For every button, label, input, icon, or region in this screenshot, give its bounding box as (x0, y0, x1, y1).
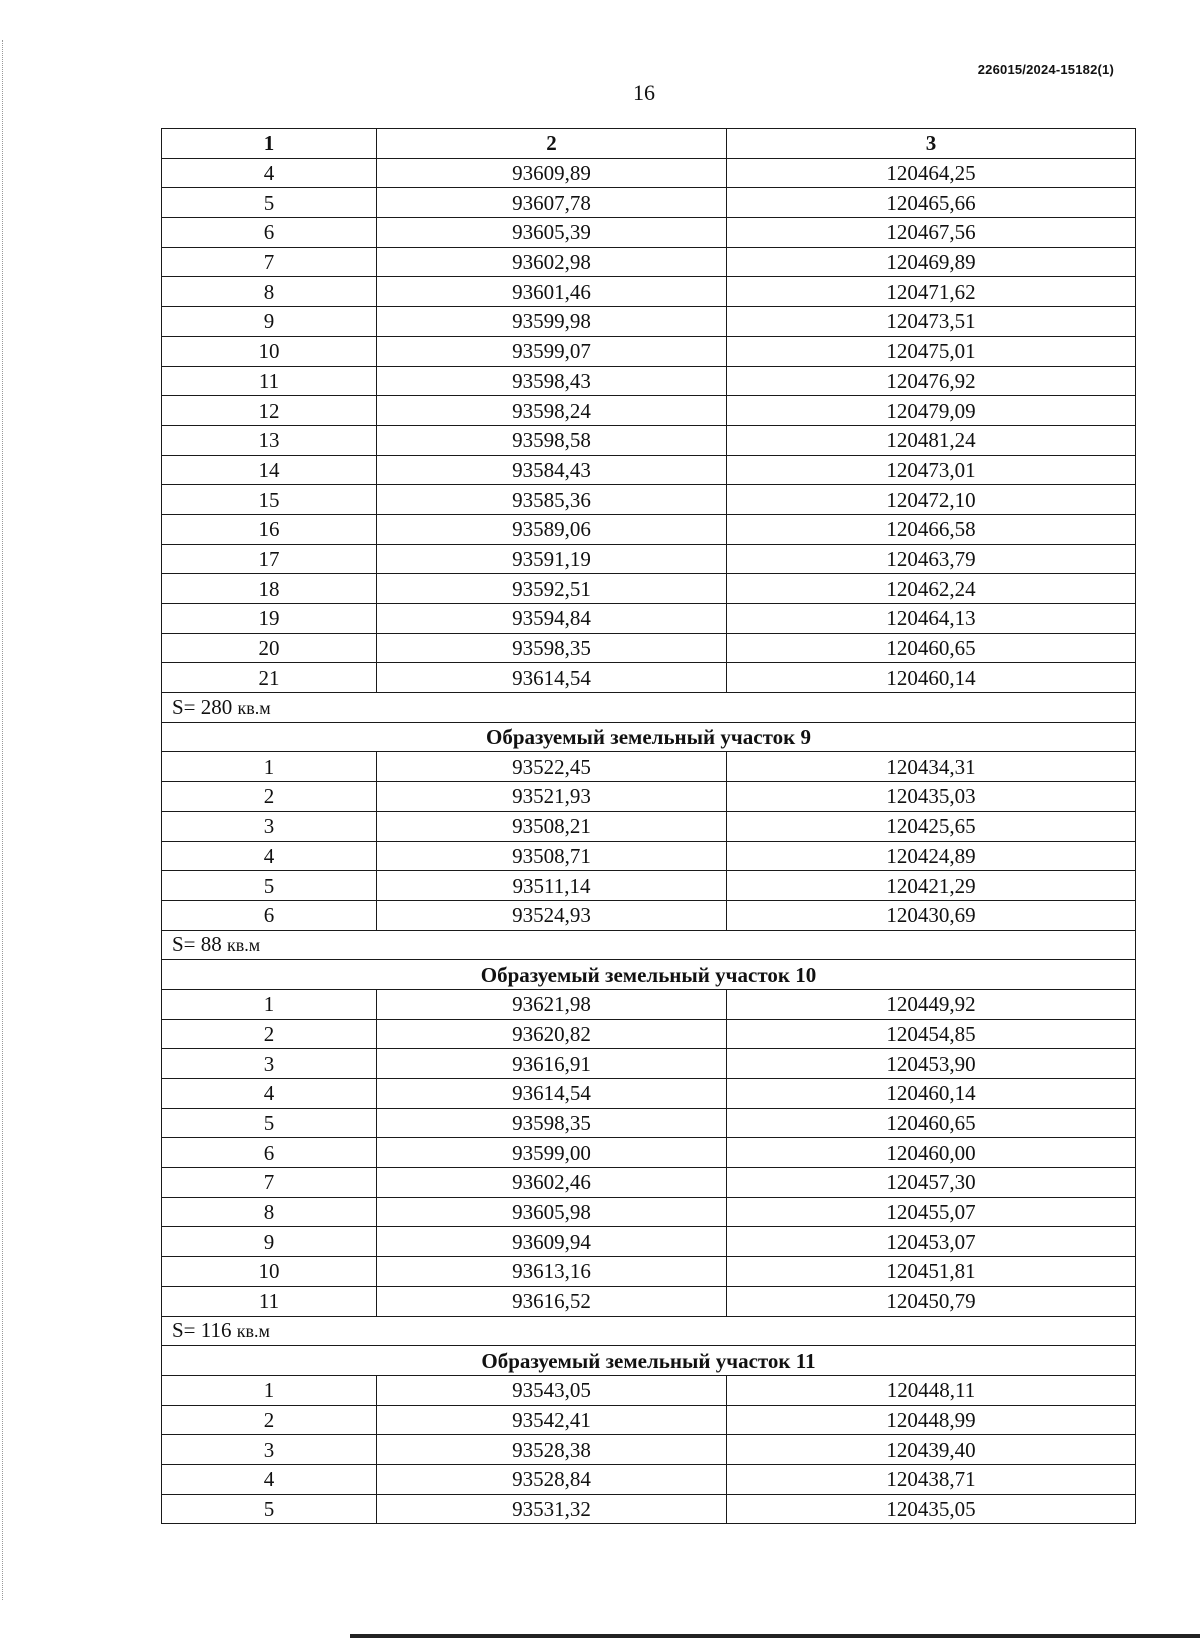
y-coordinate-cell: 120448,11 (727, 1375, 1136, 1405)
table-row (162, 1375, 1136, 1405)
table-row (162, 989, 1136, 1019)
y-coordinate-cell: 120473,51 (727, 307, 1136, 337)
point-number-cell: 7 (162, 247, 377, 277)
point-number-cell: 3 (162, 1049, 377, 1079)
x-coordinate-cell: 93584,43 (377, 455, 727, 485)
y-coordinate-cell: 120479,09 (727, 396, 1136, 426)
section-title-row (162, 722, 1136, 752)
area-unit: кв.м (227, 935, 261, 956)
y-coordinate-cell: 120471,62 (727, 277, 1136, 307)
section-title: Образуемый земельный участок 11 (162, 1346, 1136, 1376)
x-coordinate-cell: 93521,93 (377, 782, 727, 812)
x-coordinate-cell: 93616,91 (377, 1049, 727, 1079)
y-coordinate-cell: 120460,65 (727, 633, 1136, 663)
x-coordinate-cell: 93591,19 (377, 544, 727, 574)
point-number-cell: 14 (162, 455, 377, 485)
x-coordinate-cell: 93598,35 (377, 1108, 727, 1138)
table-row (162, 1257, 1136, 1287)
x-coordinate-cell: 93616,52 (377, 1286, 727, 1316)
x-coordinate-cell: 93605,98 (377, 1197, 727, 1227)
point-number-cell: 2 (162, 1019, 377, 1049)
x-coordinate-cell: 93543,05 (377, 1375, 727, 1405)
point-number-cell: 4 (162, 1464, 377, 1494)
x-coordinate-cell: 93599,07 (377, 336, 727, 366)
y-coordinate-cell: 120481,24 (727, 425, 1136, 455)
area-row (162, 693, 1136, 723)
y-coordinate-cell: 120460,65 (727, 1108, 1136, 1138)
point-number-cell: 6 (162, 900, 377, 930)
y-coordinate-cell: 120453,90 (727, 1049, 1136, 1079)
x-coordinate-cell: 93508,21 (377, 811, 727, 841)
table-row (162, 514, 1136, 544)
table-row (162, 782, 1136, 812)
point-number-cell: 8 (162, 1197, 377, 1227)
point-number-cell: 4 (162, 841, 377, 871)
point-number-cell: 5 (162, 1494, 377, 1524)
y-coordinate-cell: 120453,07 (727, 1227, 1136, 1257)
point-number-cell: 1 (162, 752, 377, 782)
x-coordinate-cell: 93599,00 (377, 1138, 727, 1168)
x-coordinate-cell: 93621,98 (377, 989, 727, 1019)
y-coordinate-cell: 120467,56 (727, 218, 1136, 248)
table-row (162, 1197, 1136, 1227)
table-row (162, 811, 1136, 841)
table-row (162, 336, 1136, 366)
x-coordinate-cell: 93528,84 (377, 1464, 727, 1494)
y-coordinate-cell: 120449,92 (727, 989, 1136, 1019)
point-number-cell: 9 (162, 1227, 377, 1257)
table-row (162, 307, 1136, 337)
area-unit: кв.м (236, 1321, 270, 1342)
point-number-cell: 1 (162, 1375, 377, 1405)
y-coordinate-cell: 120435,05 (727, 1494, 1136, 1524)
x-coordinate-cell: 93613,16 (377, 1257, 727, 1287)
x-coordinate-cell: 93511,14 (377, 871, 727, 901)
coordinates-table (161, 128, 1136, 1524)
y-coordinate-cell: 120430,69 (727, 900, 1136, 930)
y-coordinate-cell: 120463,79 (727, 544, 1136, 574)
table-row (162, 425, 1136, 455)
area-row (162, 1316, 1136, 1346)
point-number-cell: 4 (162, 158, 377, 188)
y-coordinate-cell: 120424,89 (727, 841, 1136, 871)
area-number: S= 88 (172, 932, 222, 957)
y-coordinate-cell: 120464,13 (727, 604, 1136, 634)
table-row (162, 1138, 1136, 1168)
x-coordinate-cell: 93508,71 (377, 841, 727, 871)
y-coordinate-cell: 120473,01 (727, 455, 1136, 485)
x-coordinate-cell: 93522,45 (377, 752, 727, 782)
point-number-cell: 11 (162, 366, 377, 396)
table-row (162, 247, 1136, 277)
y-coordinate-cell: 120425,65 (727, 811, 1136, 841)
page-number: 16 (633, 80, 655, 105)
point-number-cell: 10 (162, 1257, 377, 1287)
x-coordinate-cell: 93607,78 (377, 188, 727, 218)
point-number-cell: 3 (162, 811, 377, 841)
point-number-cell: 7 (162, 1168, 377, 1198)
table-row (162, 1108, 1136, 1138)
point-number-cell: 12 (162, 396, 377, 426)
x-coordinate-cell: 93620,82 (377, 1019, 727, 1049)
y-coordinate-cell: 120434,31 (727, 752, 1136, 782)
table-row (162, 218, 1136, 248)
x-coordinate-cell: 93609,94 (377, 1227, 727, 1257)
x-coordinate-cell: 93524,93 (377, 900, 727, 930)
y-coordinate-cell: 120457,30 (727, 1168, 1136, 1198)
point-number-cell: 19 (162, 604, 377, 634)
table-row (162, 396, 1136, 426)
point-number-cell: 6 (162, 1138, 377, 1168)
table-row (162, 752, 1136, 782)
y-coordinate-cell: 120469,89 (727, 247, 1136, 277)
section-title: Образуемый земельный участок 10 (162, 960, 1136, 990)
point-number-cell: 8 (162, 277, 377, 307)
x-coordinate-cell: 93598,58 (377, 425, 727, 455)
scan-bottom-edge (350, 1634, 1200, 1638)
table-row (162, 366, 1136, 396)
table-row (162, 1405, 1136, 1435)
x-coordinate-cell: 93542,41 (377, 1405, 727, 1435)
area-value (162, 1316, 1136, 1346)
x-coordinate-cell: 93609,89 (377, 158, 727, 188)
y-coordinate-cell: 120421,29 (727, 871, 1136, 901)
area-value (162, 930, 1136, 960)
y-coordinate-cell: 120460,00 (727, 1138, 1136, 1168)
table-row (162, 663, 1136, 693)
y-coordinate-cell: 120448,99 (727, 1405, 1136, 1435)
x-coordinate-cell: 93602,46 (377, 1168, 727, 1198)
x-coordinate-cell: 93598,35 (377, 633, 727, 663)
y-coordinate-cell: 120472,10 (727, 485, 1136, 515)
coordinates-table-body (162, 129, 1136, 1524)
point-number-cell: 10 (162, 336, 377, 366)
x-coordinate-cell: 93601,46 (377, 277, 727, 307)
table-row (162, 158, 1136, 188)
area-number: S= 116 (172, 1318, 232, 1343)
point-number-cell: 11 (162, 1286, 377, 1316)
section-title-row (162, 1346, 1136, 1376)
column-header-y: 3 (727, 129, 1136, 159)
point-number-cell: 1 (162, 989, 377, 1019)
y-coordinate-cell: 120450,79 (727, 1286, 1136, 1316)
scan-edge-marks (2, 40, 5, 1600)
point-number-cell: 5 (162, 188, 377, 218)
x-coordinate-cell: 93594,84 (377, 604, 727, 634)
point-number-cell: 20 (162, 633, 377, 663)
x-coordinate-cell: 93614,54 (377, 1079, 727, 1109)
point-number-cell: 16 (162, 514, 377, 544)
area-value (162, 693, 1136, 723)
y-coordinate-cell: 120460,14 (727, 663, 1136, 693)
table-row (162, 1494, 1136, 1524)
y-coordinate-cell: 120460,14 (727, 1079, 1136, 1109)
table-header-row (162, 129, 1136, 159)
column-header-x: 2 (377, 129, 727, 159)
x-coordinate-cell: 93592,51 (377, 574, 727, 604)
x-coordinate-cell: 93614,54 (377, 663, 727, 693)
table-row (162, 900, 1136, 930)
y-coordinate-cell: 120435,03 (727, 782, 1136, 812)
table-row (162, 841, 1136, 871)
table-row (162, 1168, 1136, 1198)
y-coordinate-cell: 120476,92 (727, 366, 1136, 396)
point-number-cell: 3 (162, 1435, 377, 1465)
section-title: Образуемый земельный участок 9 (162, 722, 1136, 752)
table-row (162, 1286, 1136, 1316)
x-coordinate-cell: 93528,38 (377, 1435, 727, 1465)
x-coordinate-cell: 93589,06 (377, 514, 727, 544)
table-row (162, 1079, 1136, 1109)
x-coordinate-cell: 93585,36 (377, 485, 727, 515)
x-coordinate-cell: 93531,32 (377, 1494, 727, 1524)
y-coordinate-cell: 120465,66 (727, 188, 1136, 218)
y-coordinate-cell: 120466,58 (727, 514, 1136, 544)
y-coordinate-cell: 120454,85 (727, 1019, 1136, 1049)
x-coordinate-cell: 93605,39 (377, 218, 727, 248)
table-row (162, 604, 1136, 634)
table-row (162, 574, 1136, 604)
area-unit: кв.м (237, 697, 271, 718)
table-row (162, 455, 1136, 485)
point-number-cell: 17 (162, 544, 377, 574)
point-number-cell: 18 (162, 574, 377, 604)
point-number-cell: 4 (162, 1079, 377, 1109)
x-coordinate-cell: 93602,98 (377, 247, 727, 277)
document-id: 226015/2024-15182(1) (977, 62, 1114, 77)
point-number-cell: 5 (162, 1108, 377, 1138)
table-row (162, 544, 1136, 574)
table-row (162, 485, 1136, 515)
y-coordinate-cell: 120451,81 (727, 1257, 1136, 1287)
x-coordinate-cell: 93599,98 (377, 307, 727, 337)
table-row (162, 633, 1136, 663)
y-coordinate-cell: 120438,71 (727, 1464, 1136, 1494)
table-row (162, 277, 1136, 307)
point-number-cell: 2 (162, 1405, 377, 1435)
y-coordinate-cell: 120464,25 (727, 158, 1136, 188)
point-number-cell: 6 (162, 218, 377, 248)
y-coordinate-cell: 120475,01 (727, 336, 1136, 366)
table-row (162, 1019, 1136, 1049)
column-header-point: 1 (162, 129, 377, 159)
x-coordinate-cell: 93598,43 (377, 366, 727, 396)
y-coordinate-cell: 120455,07 (727, 1197, 1136, 1227)
table-row (162, 1435, 1136, 1465)
y-coordinate-cell: 120462,24 (727, 574, 1136, 604)
point-number-cell: 13 (162, 425, 377, 455)
area-row (162, 930, 1136, 960)
table-row (162, 871, 1136, 901)
y-coordinate-cell: 120439,40 (727, 1435, 1136, 1465)
table-row (162, 188, 1136, 218)
point-number-cell: 21 (162, 663, 377, 693)
point-number-cell: 2 (162, 782, 377, 812)
table-row (162, 1049, 1136, 1079)
point-number-cell: 15 (162, 485, 377, 515)
x-coordinate-cell: 93598,24 (377, 396, 727, 426)
point-number-cell: 9 (162, 307, 377, 337)
point-number-cell: 5 (162, 871, 377, 901)
table-row (162, 1464, 1136, 1494)
area-number: S= 280 (172, 694, 233, 719)
section-title-row (162, 960, 1136, 990)
table-row (162, 1227, 1136, 1257)
